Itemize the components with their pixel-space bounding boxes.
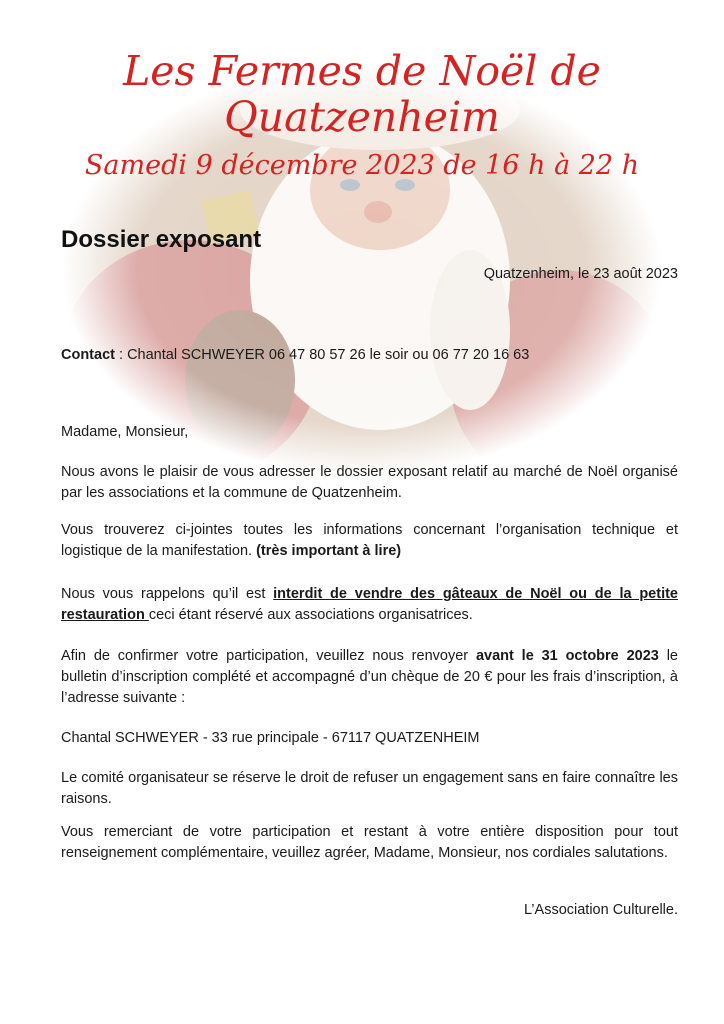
contact-details: : Chantal SCHWEYER 06 47 80 57 26 le soir ou 06 77 20 16 63 xyxy=(114,347,530,363)
contact-line xyxy=(61,345,678,366)
paragraph-restriction xyxy=(61,584,678,626)
greeting: Madame, Monsieur, xyxy=(61,424,189,440)
postal-address: Chantal SCHWEYER - 33 rue principale - 67117 QUATZENHEIM xyxy=(61,730,480,746)
restriction-intro: Nous vous rappelons qu’il est xyxy=(61,586,274,602)
place-and-date: Quatzenheim, le 23 août 2023 xyxy=(483,266,678,282)
signature: L’Association Culturelle. xyxy=(524,902,678,918)
event-title-line-1: Les Fermes de Noël de xyxy=(123,47,601,95)
document-heading: Dossier exposant xyxy=(61,226,262,253)
event-date: Samedi 9 décembre 2023 de 16 h à 22 h xyxy=(84,150,640,181)
paragraph-registration xyxy=(61,646,678,709)
paragraph-information-text: Vous trouverez ci-jointes toutes les informations concernant l’organisation technique et logistique de la manifestation. xyxy=(61,522,678,559)
event-title-line-2: Quatzenheim xyxy=(224,93,500,141)
contact-label: Contact xyxy=(61,347,115,363)
paragraph-information xyxy=(61,520,678,562)
paragraph-closing: Vous remerciant de votre participation et restant à votre entière disposition pour tout renseignement complémentaire, veuillez agréer, Madame, Monsieur, nos cordiales salutations. xyxy=(61,824,678,861)
restriction-emphasis: interdit de vendre des gâteaux de Noël ou de la petite restauration xyxy=(61,586,678,623)
important-note: (très important à lire) xyxy=(256,543,402,559)
registration-deadline: avant le 31 octobre 2023 xyxy=(475,648,659,664)
registration-intro: Afin de confirmer votre participation, veuillez nous renvoyer xyxy=(61,648,476,664)
restriction-end: ceci étant réservé aux associations organisatrices. xyxy=(148,607,473,623)
registration-details: le bulletin d’inscription complété et accompagné d’un chèque de 20 € pour les frais d’inscription, à l’adresse suivante : xyxy=(61,648,678,706)
paragraph-intro: Nous avons le plaisir de vous adresser le dossier exposant relatif au marché de Noël organisé par les associations et la commune de Quatzenheim. xyxy=(61,464,678,501)
paragraph-refusal: Le comité organisateur se réserve le droit de refuser un engagement sans en faire connaître les raisons. xyxy=(61,770,678,807)
